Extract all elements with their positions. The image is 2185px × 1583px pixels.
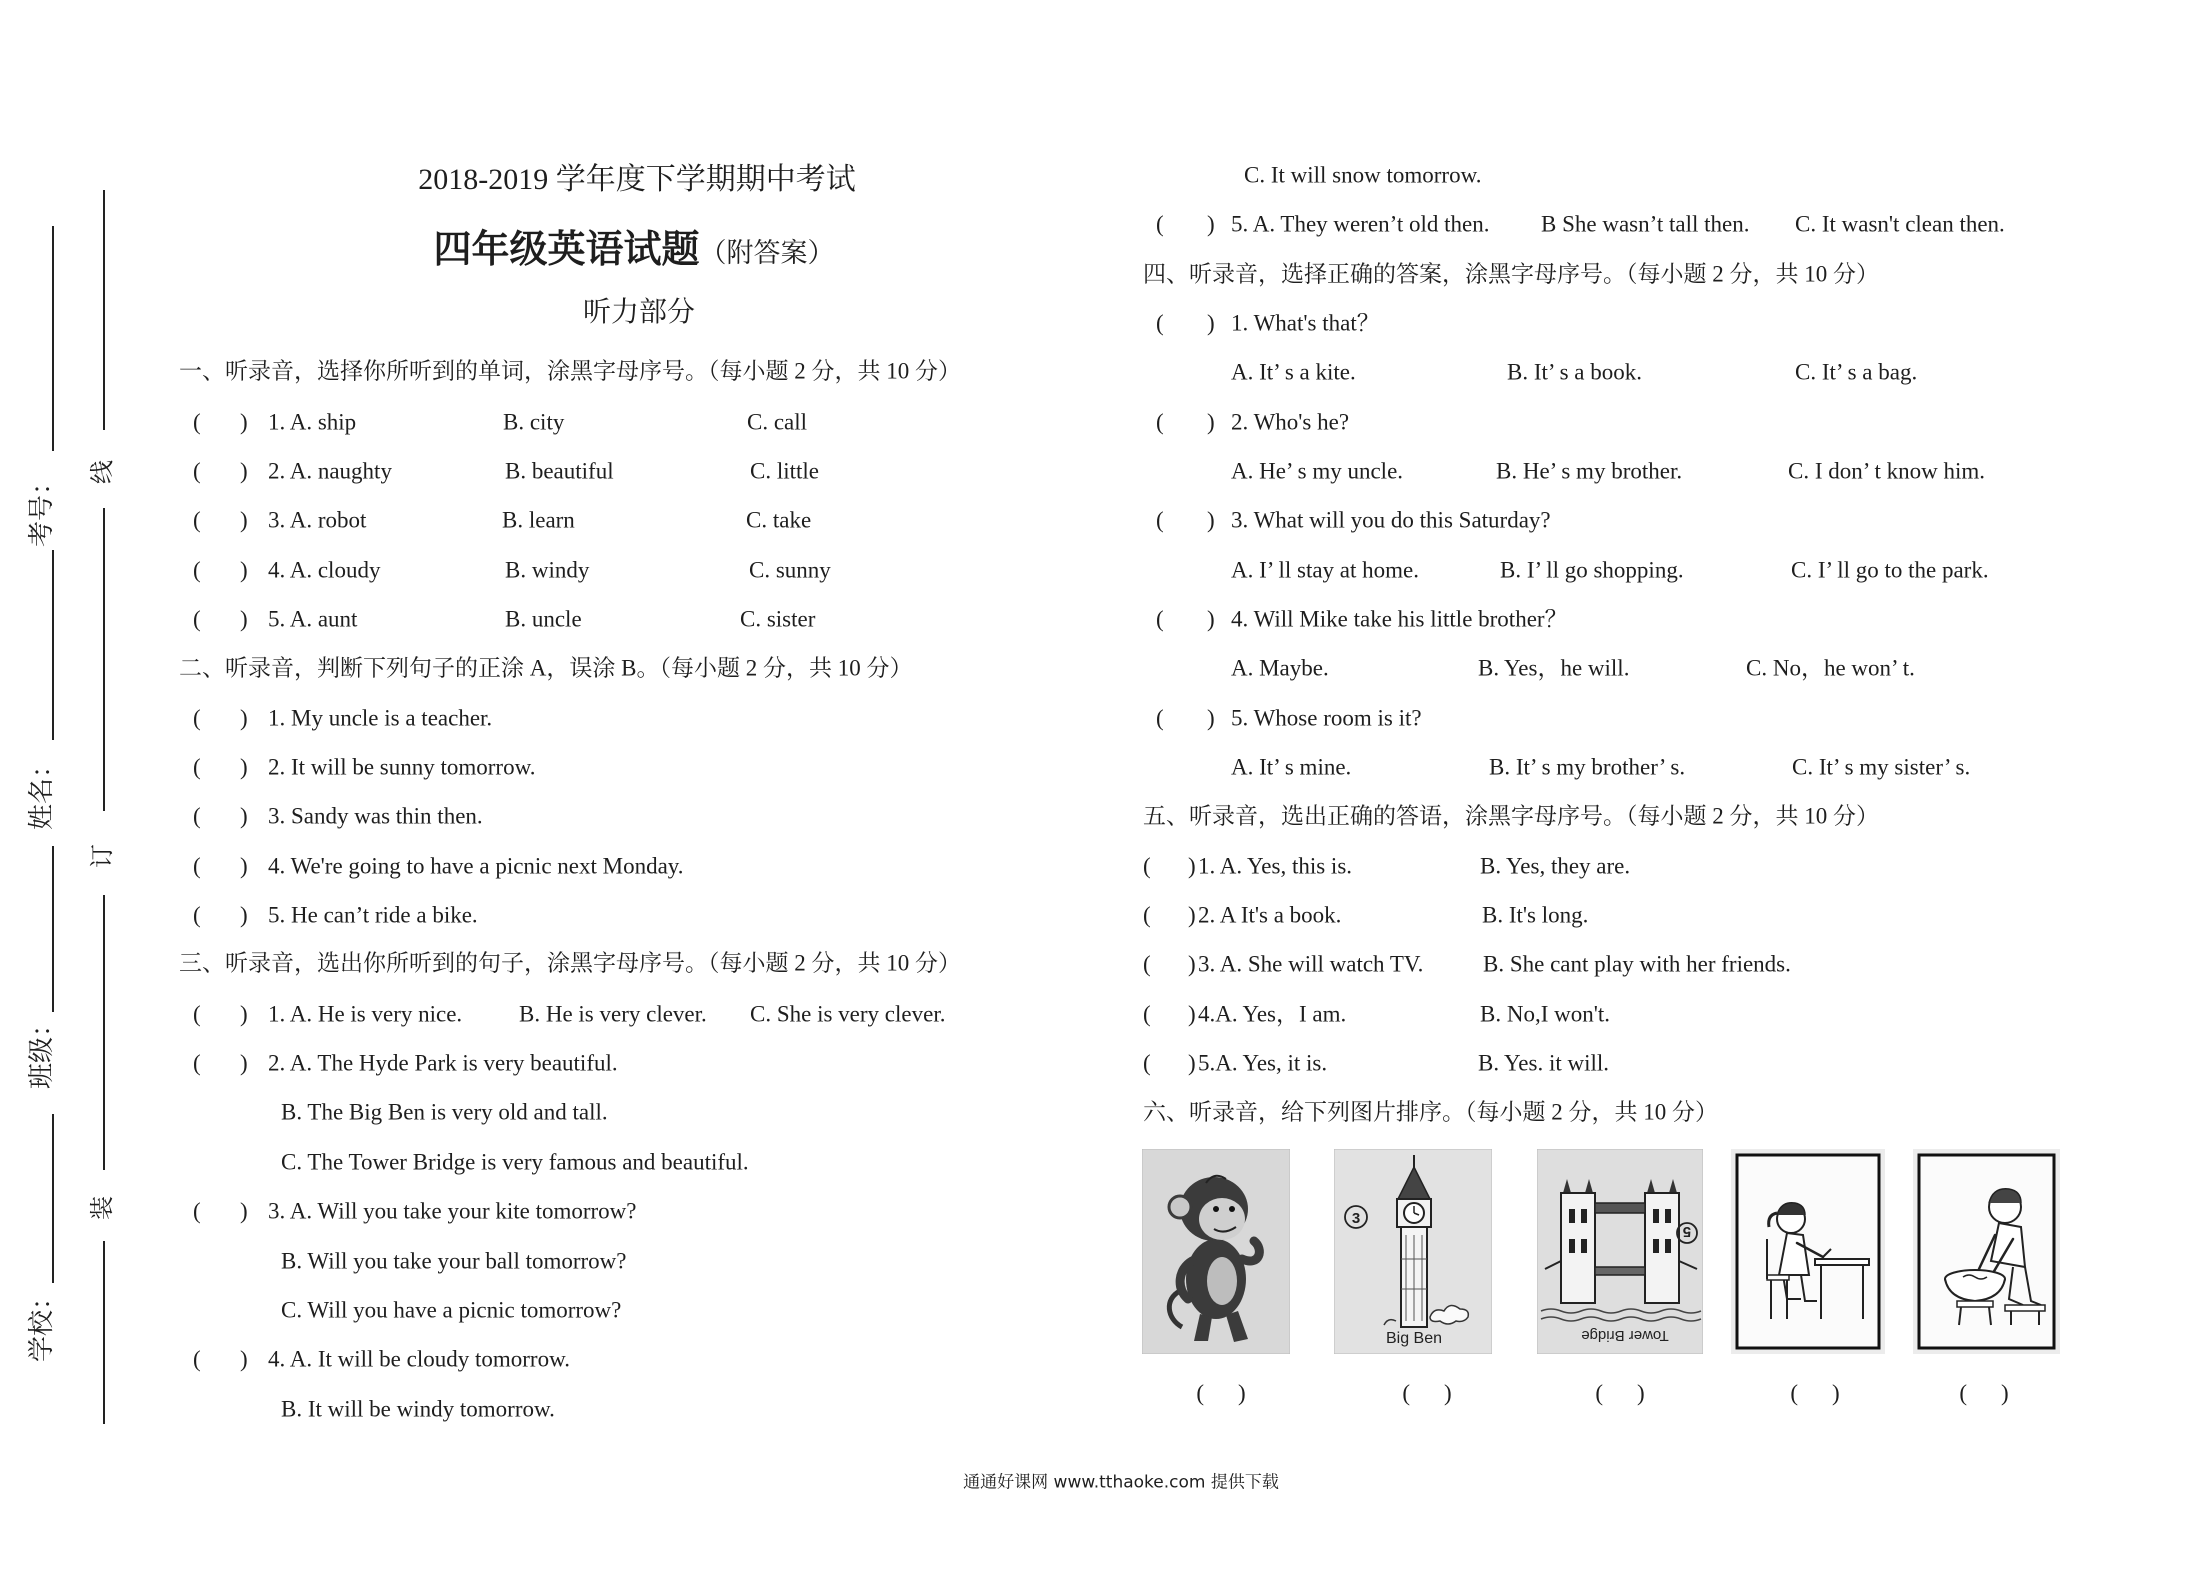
- answer-bracket-close: ): [1207, 705, 1215, 731]
- answer-bracket-close: ): [240, 705, 248, 731]
- answer-bracket-close: ): [240, 507, 248, 533]
- statement-text: 5. He can’t ride a bike.: [268, 902, 478, 928]
- binding-mark-line: 线: [90, 460, 116, 484]
- answer-bracket-open: (: [193, 409, 201, 435]
- question-option-c: C. Will you have a picnic tomorrow?: [281, 1297, 622, 1323]
- picture-big-ben: [1334, 1149, 1492, 1354]
- answer-bracket-close: ): [2001, 1380, 2009, 1406]
- question-option-b: B. He is very clever.: [519, 1001, 707, 1027]
- answer-bracket-close: ): [1637, 1380, 1645, 1406]
- answer-bracket-open: (: [1156, 409, 1164, 435]
- answer-option-a: 4.A. Yes，I am.: [1198, 1001, 1347, 1027]
- answer-option-a: A. I’ ll stay at home.: [1231, 557, 1419, 583]
- binding-cut-line: [103, 895, 105, 1170]
- answer-bracket-close: ): [1188, 902, 1196, 928]
- answer-bracket-open: (: [193, 853, 201, 879]
- answer-bracket-close: ): [240, 1001, 248, 1027]
- answer-bracket-close: ): [1207, 409, 1215, 435]
- answer-option-a: A. It’ s a kite.: [1231, 359, 1356, 385]
- answer-bracket-open: (: [1156, 211, 1164, 237]
- binding-cut-line: [103, 1241, 105, 1424]
- answer-bracket-open: (: [193, 902, 201, 928]
- answer-option-c: C. No，he won’ t.: [1746, 655, 1915, 681]
- answer-option-b: B. It’ s a book.: [1507, 359, 1643, 385]
- question-option-b: B. It will be windy tomorrow.: [281, 1396, 555, 1422]
- answer-option-b: B. She cant play with her friends.: [1483, 951, 1791, 977]
- picture-label: Tower Bridge: [1581, 1327, 1669, 1344]
- answer-bracket-open: (: [1143, 902, 1151, 928]
- answer-bracket-close: ): [240, 1198, 248, 1224]
- answer-option-c: C. It’ s my sister’ s.: [1792, 754, 1971, 780]
- answer-bracket-open: (: [193, 606, 201, 632]
- question-option-b: B. windy: [505, 557, 590, 583]
- answer-bracket-open: (: [193, 1050, 201, 1076]
- question-option-a: 2. A. The Hyde Park is very beautiful.: [268, 1050, 618, 1076]
- answer-bracket-close: ): [240, 606, 248, 632]
- answer-bracket-open: (: [193, 1001, 201, 1027]
- answer-bracket-open: (: [193, 458, 201, 484]
- answer-bracket-close: ): [1238, 1380, 1246, 1406]
- section-5-title: 五、听录音，选出正确的答语，涂黑字母序号。（每小题 2 分，共 10 分）: [1143, 803, 1879, 829]
- question-text: 4. Will Mike take his little brother？: [1231, 606, 1568, 632]
- answer-bracket-open: (: [1143, 951, 1151, 977]
- subject-title: 四年级英语试题: [433, 229, 700, 271]
- binding-mark-bind: 装: [90, 1196, 116, 1220]
- question-text: 1. What's that？: [1231, 310, 1380, 336]
- question-option-a: 4. A. It will be cloudy tomorrow.: [268, 1346, 570, 1372]
- answer-option-b: B. It’ s my brother’ s.: [1489, 754, 1686, 780]
- answer-bracket-close: ): [240, 803, 248, 829]
- picture-answer-bracket: [1196, 1382, 1245, 1405]
- part-title: 听力部分: [582, 297, 696, 328]
- answer-bracket-open: (: [193, 754, 201, 780]
- answer-bracket-open: (: [1196, 1380, 1204, 1406]
- answer-bracket-close: ): [240, 458, 248, 484]
- answer-option-c: C. It’ s a bag.: [1795, 359, 1918, 385]
- question-text: 2. Who's he?: [1231, 409, 1350, 435]
- question-option-a: 3. A. robot: [268, 507, 367, 533]
- answer-option-a: A. It’ s mine.: [1231, 754, 1352, 780]
- section-1-title: 一、听录音，选择你所听到的单词，涂黑字母序号。（每小题 2 分，共 10 分）: [179, 358, 961, 384]
- exam-year-title: 2018-2019 学年度下学期期中考试: [418, 163, 856, 196]
- answer-option-b: B. Yes. it will.: [1478, 1050, 1610, 1076]
- answer-option-a: 5.A. Yes, it is.: [1198, 1050, 1328, 1076]
- answer-bracket-open: (: [193, 557, 201, 583]
- binding-line-fields: [52, 1114, 54, 1283]
- class-label: 班级：: [27, 1010, 56, 1090]
- answer-bracket-close: ): [240, 902, 248, 928]
- question-option-b: B. learn: [502, 507, 575, 533]
- answer-bracket-close: ): [1188, 1050, 1196, 1076]
- question-option-c: C. The Tower Bridge is very famous and beautiful.: [281, 1149, 749, 1175]
- exam-number-label: 考号：: [27, 468, 56, 548]
- picture-answer-bracket: [1790, 1382, 1839, 1405]
- answer-bracket-close: ): [1832, 1380, 1840, 1406]
- picture-number: 3: [1351, 1210, 1361, 1227]
- question-option-a: 5. A. aunt: [268, 606, 358, 632]
- answer-option-b: B. I’ ll go shopping.: [1500, 557, 1684, 583]
- question-option-c: C. little: [750, 458, 819, 484]
- answer-bracket-open: (: [1156, 606, 1164, 632]
- picture-answer-bracket: [1595, 1382, 1644, 1405]
- statement-text: 3. Sandy was thin then.: [268, 803, 483, 829]
- picture-boy-washing: [1913, 1149, 2060, 1354]
- question-option-b: B. uncle: [505, 606, 582, 632]
- answer-bracket-open: (: [193, 507, 201, 533]
- section-6-title: 六、听录音，给下列图片排序。（每小题 2 分，共 10 分）: [1143, 1099, 1718, 1125]
- answer-bracket-open: (: [1790, 1380, 1798, 1406]
- answer-option-a: 2. A It's a book.: [1198, 902, 1342, 928]
- binding-cut-line: [103, 190, 105, 430]
- answer-bracket-open: (: [1959, 1380, 1967, 1406]
- tower-bridge-icon: [1537, 1149, 1703, 1354]
- question-option-b: B She wasn’t tall then.: [1541, 211, 1750, 237]
- picture-tower-bridge: [1537, 1149, 1703, 1354]
- answer-bracket-close: ): [240, 1346, 248, 1372]
- big-ben-icon: [1334, 1149, 1492, 1354]
- statement-text: 1. My uncle is a teacher.: [268, 705, 493, 731]
- picture-girl-writing: [1731, 1149, 1885, 1354]
- answer-bracket-close: ): [1207, 606, 1215, 632]
- answer-bracket-close: ): [1444, 1380, 1452, 1406]
- answer-bracket-close: ): [240, 754, 248, 780]
- question-option-c: C. She is very clever.: [750, 1001, 946, 1027]
- binding-line-fields: [52, 226, 54, 451]
- answer-option-a: A. He’ s my uncle.: [1231, 458, 1404, 484]
- answer-bracket-open: (: [1143, 1001, 1151, 1027]
- question-option-b: B. Will you take your ball tomorrow?: [281, 1248, 627, 1274]
- answer-bracket-close: ): [1188, 853, 1196, 879]
- answer-option-c: C. I don’ t know him.: [1788, 458, 1985, 484]
- binding-line-fields: [52, 846, 54, 1012]
- question-option-a: 5. A. They weren’t old then.: [1231, 211, 1490, 237]
- picture-monkey: [1142, 1149, 1290, 1354]
- answer-bracket-open: (: [1156, 705, 1164, 731]
- question-option-b: B. The Big Ben is very old and tall.: [281, 1099, 608, 1125]
- question-option-c: C. take: [746, 507, 812, 533]
- answer-bracket-open: (: [1595, 1380, 1603, 1406]
- monkey-icon: [1142, 1149, 1290, 1354]
- statement-text: 4. We're going to have a picnic next Monday.: [268, 853, 684, 879]
- answer-bracket-close: ): [1207, 507, 1215, 533]
- binding-line-fields: [52, 550, 54, 740]
- answer-bracket-close: ): [1188, 1001, 1196, 1027]
- footer-source: 通通好课网 www.tthaoke.com 提供下载: [963, 1472, 1279, 1493]
- question-option-c: C. sunny: [749, 557, 831, 583]
- question-option-c: C. sister: [740, 606, 816, 632]
- answer-option-c: C. I’ ll go to the park.: [1791, 557, 1989, 583]
- answer-bracket-close: ): [240, 853, 248, 879]
- picture-number: 5: [1682, 1223, 1692, 1240]
- section-3-title: 三、听录音，选出你所听到的句子，涂黑字母序号。（每小题 2 分，共 10 分）: [179, 950, 961, 976]
- question-option-c: C. It wasn't clean then.: [1795, 211, 2005, 237]
- answer-option-b: B. Yes, they are.: [1480, 853, 1631, 879]
- section-4-title: 四、听录音，选择正确的答案，涂黑字母序号。（每小题 2 分，共 10 分）: [1143, 261, 1879, 287]
- picture-answer-bracket: [1959, 1382, 2008, 1405]
- answer-option-a: 1. A. Yes, this is.: [1198, 853, 1353, 879]
- answer-bracket-open: (: [193, 1346, 201, 1372]
- answer-bracket-close: ): [1188, 951, 1196, 977]
- question-option-b: B. city: [503, 409, 565, 435]
- answer-bracket-open: (: [193, 1198, 201, 1224]
- section-2-title: 二、听录音，判断下列句子的正涂 A，误涂 B。（每小题 2 分，共 10 分）: [179, 655, 913, 681]
- answer-option-b: B. He’ s my brother.: [1496, 458, 1683, 484]
- answer-bracket-open: (: [1402, 1380, 1410, 1406]
- answer-bracket-close: ): [1207, 310, 1215, 336]
- question-option-a: 4. A. cloudy: [268, 557, 381, 583]
- student-name-label: 姓名：: [27, 751, 56, 831]
- question-option-a: 1. A. ship: [268, 409, 357, 435]
- statement-text: 2. It will be sunny tomorrow.: [268, 754, 536, 780]
- answer-bracket-open: (: [1143, 1050, 1151, 1076]
- question-option-a: 1. A. He is very nice.: [268, 1001, 463, 1027]
- question-option-c: C. call: [747, 409, 808, 435]
- question-text: 3. What will you do this Saturday?: [1231, 507, 1551, 533]
- boy-washing-icon: [1913, 1149, 2060, 1354]
- answer-bracket-open: (: [193, 803, 201, 829]
- question-option-a: 3. A. Will you take your kite tomorrow?: [268, 1198, 637, 1224]
- question-option-a: 2. A. naughty: [268, 458, 392, 484]
- school-label: 学校：: [27, 1283, 56, 1363]
- answer-option-b: B. It's long.: [1482, 902, 1589, 928]
- answer-bracket-open: (: [1156, 310, 1164, 336]
- answer-bracket-open: (: [1156, 507, 1164, 533]
- exam-subject-title: [433, 231, 834, 269]
- question-option-c: C. It will snow tomorrow.: [1244, 162, 1482, 188]
- answer-option-b: B. Yes，he will.: [1478, 655, 1630, 681]
- picture-answer-bracket: [1402, 1382, 1451, 1405]
- answer-option-a: A. Maybe.: [1231, 655, 1329, 681]
- answer-option-b: B. No,I won't.: [1480, 1001, 1611, 1027]
- answer-bracket-open: (: [193, 705, 201, 731]
- answer-bracket-close: ): [240, 1050, 248, 1076]
- answer-bracket-close: ): [1207, 211, 1215, 237]
- answer-note: （附答案）: [699, 238, 835, 268]
- binding-cut-line: [103, 508, 105, 811]
- question-option-b: B. beautiful: [505, 458, 614, 484]
- answer-option-a: 3. A. She will watch TV.: [1198, 951, 1424, 977]
- answer-bracket-close: ): [240, 557, 248, 583]
- picture-label: Big Ben: [1385, 1330, 1443, 1347]
- answer-bracket-open: (: [1143, 853, 1151, 879]
- answer-bracket-close: ): [240, 409, 248, 435]
- question-text: 5. Whose room is it?: [1231, 705, 1422, 731]
- girl-writing-icon: [1731, 1149, 1885, 1354]
- binding-mark-order: 订: [90, 844, 116, 868]
